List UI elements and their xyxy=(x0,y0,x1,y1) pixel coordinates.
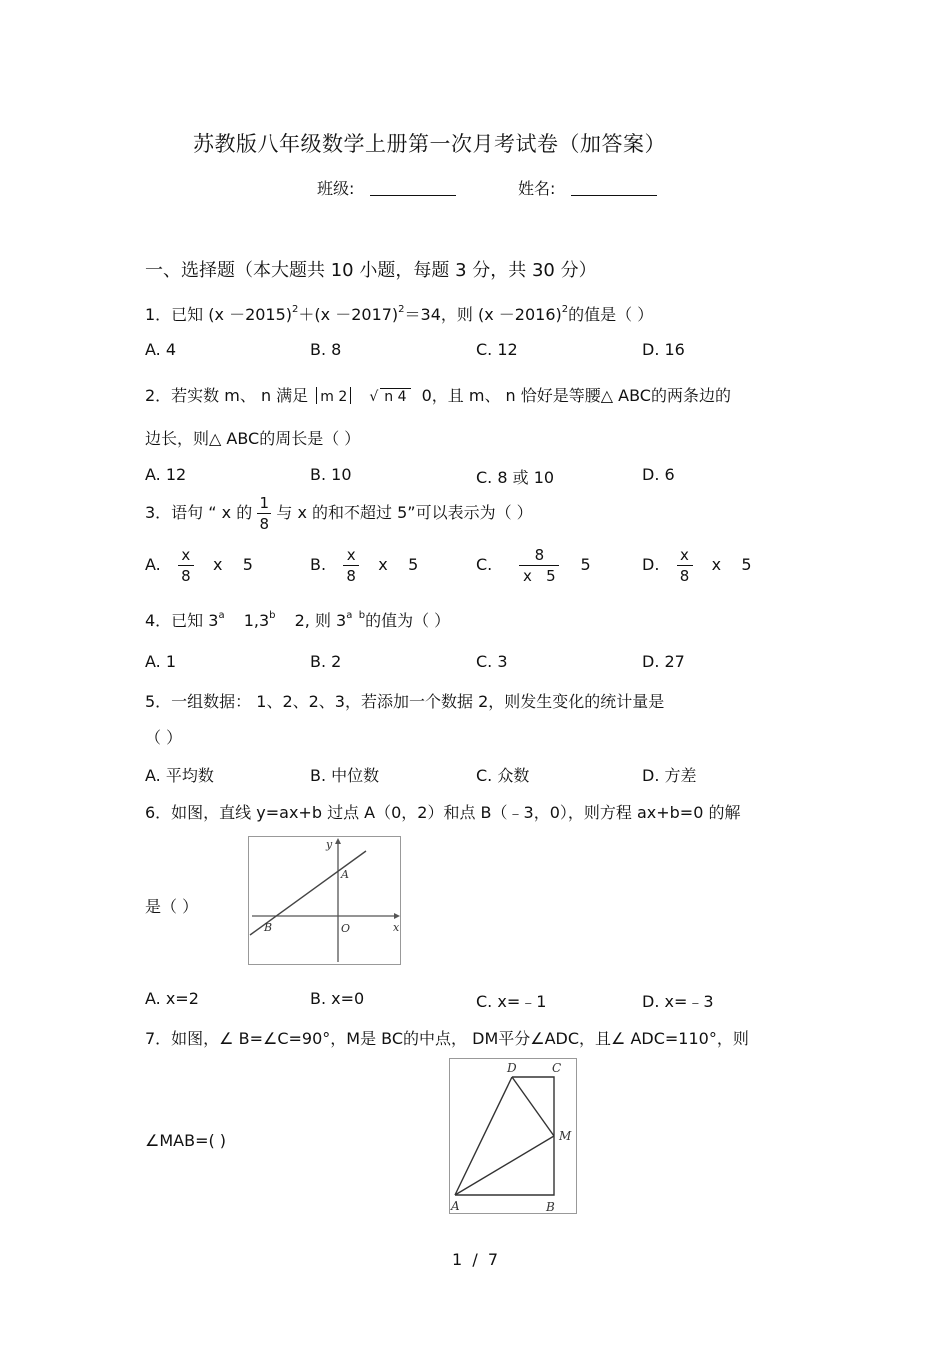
q1-stem: ＋(x －2017) xyxy=(298,305,399,324)
name-field xyxy=(518,176,657,199)
q2-option-d[interactable]: D. 6 xyxy=(642,465,675,484)
question-1 xyxy=(145,302,653,325)
fraction xyxy=(677,546,693,585)
fraction-denominator: 8 xyxy=(181,567,191,585)
q4-exp: a b xyxy=(346,610,366,621)
question-3 xyxy=(145,494,533,533)
origin-label: O xyxy=(341,922,351,935)
q4-option-d[interactable]: D. 27 xyxy=(642,652,685,671)
q4-stem: 4．已知 3 xyxy=(145,611,219,630)
fraction-denominator: 8 xyxy=(259,515,270,533)
q2-option-a[interactable]: A. 12 xyxy=(145,465,187,484)
q1-stem: 的值是（ ） xyxy=(568,305,654,324)
fraction-numerator: 8 xyxy=(534,546,545,564)
quadrilateral-figure xyxy=(449,1058,577,1214)
fraction-numerator: x xyxy=(680,546,689,564)
q2-option-b[interactable]: B. 10 xyxy=(310,465,352,484)
q7-stem-line2: ∠MAB=( ) xyxy=(145,1131,227,1150)
point-b-label: B xyxy=(264,921,273,934)
q6-option-d[interactable]: D. x=﹣3 xyxy=(642,992,714,1011)
option-letter: B. xyxy=(310,555,327,574)
q3-option-a[interactable] xyxy=(145,546,253,585)
q6-option-a[interactable]: A. x=2 xyxy=(145,989,199,1008)
q4-option-c[interactable]: C. 3 xyxy=(476,652,508,671)
option-tail: x 5 xyxy=(212,555,253,574)
option-tail: x 5 xyxy=(711,555,752,574)
q4-stem: 2, 则 3 xyxy=(294,611,347,630)
point-a-label: A xyxy=(451,1199,460,1213)
class-field xyxy=(317,176,456,199)
q5-option-b[interactable]: B. 中位数 xyxy=(310,766,380,785)
page-number: 1 / 7 xyxy=(452,1250,499,1269)
q1-option-d[interactable]: D. 16 xyxy=(642,340,685,359)
point-b-label: B xyxy=(546,1200,555,1214)
option-tail: x 5 xyxy=(378,555,419,574)
q4-stem: 1,3 xyxy=(243,611,270,630)
name-blank[interactable] xyxy=(571,179,657,196)
q2-abs-content: m 2 xyxy=(320,389,348,405)
point-m-label: M xyxy=(559,1129,572,1143)
point-c-label: C xyxy=(552,1061,562,1075)
q1-exp: 2 xyxy=(292,304,299,315)
option-letter: A. xyxy=(145,555,161,574)
q1-option-a[interactable]: A. 4 xyxy=(145,340,177,359)
fraction-numerator: 1 xyxy=(259,494,270,512)
option-letter: D. xyxy=(642,555,660,574)
q1-option-b[interactable]: B. 8 xyxy=(310,340,342,359)
q5-option-a[interactable]: A. 平均数 xyxy=(145,766,214,785)
q6-option-b[interactable]: B. x=0 xyxy=(310,989,365,1008)
q1-stem: ＝34，则 (x －2016) xyxy=(404,305,562,324)
fraction-denominator: x 5 xyxy=(522,567,556,585)
q5-option-d[interactable]: D. 方差 xyxy=(642,766,697,785)
q5-option-c[interactable]: C. 众数 xyxy=(476,766,530,785)
class-label: 班级: xyxy=(317,179,355,198)
q2-sqrt-content: n 4 xyxy=(380,388,410,405)
q1-exp: 2 xyxy=(561,304,569,315)
question-7: 7．如图，∠ B=∠C=90°，M是 BC的中点， DM平分∠ADC，且∠ ADC=110°，则 xyxy=(145,1029,749,1048)
option-letter: C. xyxy=(476,555,493,574)
q2-stem: 0，且 m、 n 恰好是等腰△ ABC的两条边的 xyxy=(421,386,731,405)
fraction-numerator: x xyxy=(181,546,191,564)
q4-exp: a xyxy=(218,610,225,621)
q4-exp: b xyxy=(269,610,276,621)
line-graph-figure xyxy=(248,836,401,965)
q3-option-c[interactable] xyxy=(476,546,591,585)
sqrt-sign: √ xyxy=(369,389,379,405)
name-label: 姓名: xyxy=(518,179,556,198)
q6-option-c[interactable]: C. x=﹣1 xyxy=(476,992,547,1011)
q2-stem-line2: 边长，则△ ABC的周长是（ ） xyxy=(145,429,361,448)
fraction-denominator: 8 xyxy=(346,567,356,585)
q2-stem: 2．若实数 m、 n 满足 xyxy=(145,386,309,405)
option-tail: 5 xyxy=(580,555,591,574)
q2-option-c[interactable]: C. 8 或 10 xyxy=(476,468,555,487)
q1-option-c[interactable]: C. 12 xyxy=(476,340,518,359)
point-d-label: D xyxy=(507,1061,517,1075)
page-title: 苏教版八年级数学上册第一次月考试卷（加答案） xyxy=(193,132,666,156)
q3-option-b[interactable] xyxy=(310,546,418,585)
x-label: x xyxy=(393,921,400,934)
q1-exp: 2 xyxy=(398,304,405,315)
question-6: 6．如图，直线 y=ax+b 过点 A（0，2）和点 B（﹣3，0），则方程 ax+b=0 的解 xyxy=(145,803,741,822)
q4-option-b[interactable]: B. 2 xyxy=(310,652,342,671)
fraction xyxy=(519,546,559,585)
q4-option-a[interactable]: A. 1 xyxy=(145,652,177,671)
q5-stem-line2: （ ） xyxy=(145,728,183,747)
class-blank[interactable] xyxy=(370,179,456,196)
q6-stem-line2: 是（ ） xyxy=(145,897,199,916)
section-heading: 一、选择题（本大题共 10 小题，每题 3 分，共 30 分） xyxy=(145,260,597,281)
abs-bar xyxy=(350,387,351,404)
q3-stem: 与 x 的和不超过 5”可以表示为（ ） xyxy=(276,503,533,522)
q3-option-d[interactable] xyxy=(642,546,752,585)
q1-stem: 1．已知 (x －2015) xyxy=(145,305,293,324)
y-label: y xyxy=(326,838,333,851)
q4-stem: 的值为（ ） xyxy=(365,611,451,630)
fraction-denominator: 8 xyxy=(679,567,690,585)
point-a-label: A xyxy=(341,868,349,881)
fraction-numerator: x xyxy=(346,546,356,564)
question-2 xyxy=(145,383,731,406)
abs-bar xyxy=(316,387,317,404)
figure-border xyxy=(450,1059,577,1214)
fraction xyxy=(257,494,271,533)
question-4 xyxy=(145,608,450,631)
question-5: 5．一组数据： 1、2、2、3，若添加一个数据 2，则发生变化的统计量是 xyxy=(145,692,665,711)
fraction xyxy=(178,546,194,585)
q3-stem: 3．语句 “ x 的 xyxy=(145,503,253,522)
figure-border xyxy=(249,837,401,965)
fraction xyxy=(343,546,359,585)
